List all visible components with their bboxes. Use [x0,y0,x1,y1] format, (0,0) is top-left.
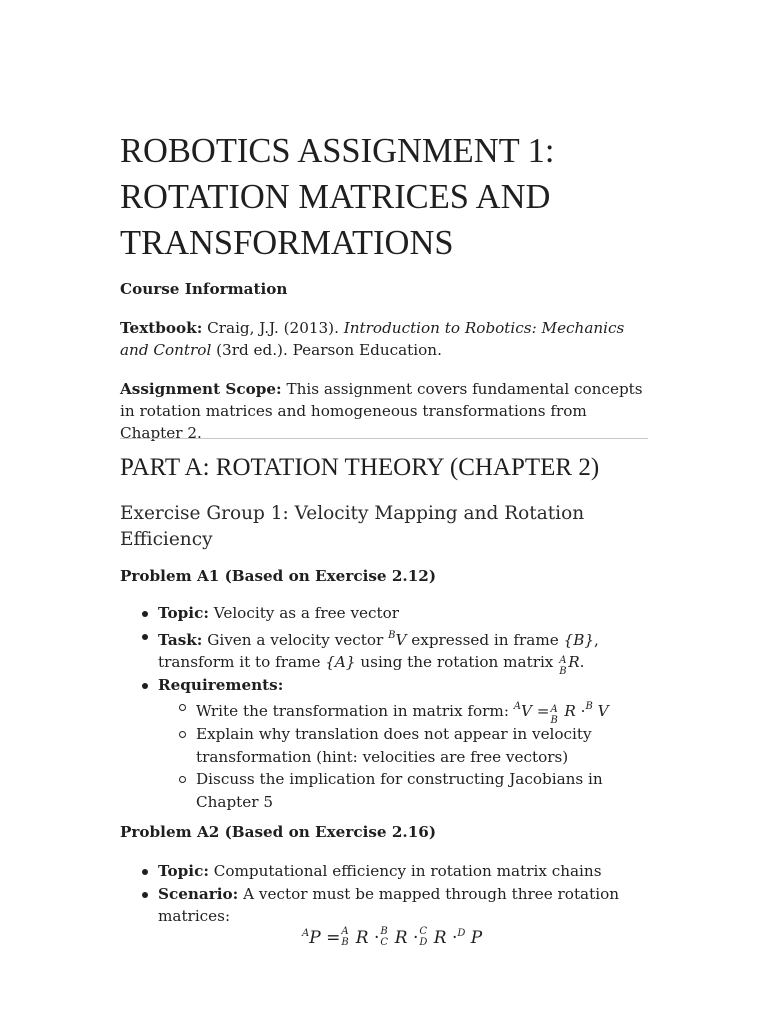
problem-a1-heading [120,565,650,587]
topic-label: Topic: [158,862,209,880]
list-item [120,768,650,813]
textbook-paragraph [120,317,650,361]
scope-paragraph [120,378,650,444]
requirements-list [120,696,650,813]
scope-label: Assignment Scope: [120,380,282,398]
math-frame-a: {A} [325,653,356,672]
problem-a2-heading [120,821,650,843]
math-chain-equation: $^A$P = A B R · B C R · C D R ·$^D$ P [302,926,483,948]
list-item [120,674,650,814]
textbook-pre: Craig, J.J. (2013). [207,319,339,337]
list-item [120,696,650,727]
page-title: ROBOTICS ASSIGNMENT 1: ROTATION MATRICES AND TRANSFORMATIONS [120,132,555,262]
task-text-4: transform it to frame [158,653,321,672]
task-text-2: expressed in frame [411,630,559,649]
math-velocity-equation: $^A$V = A B R ·$^B$ V [513,701,609,727]
task-text-1: Given a velocity vector [207,630,384,649]
course-info-heading-text: Course Information [120,280,288,298]
exercise-group-heading: Exercise Group 1: Velocity Mapping and Rotation Efficiency [120,503,585,550]
requirements-label: Requirements: [158,675,284,694]
problem-a1-list [120,602,650,813]
textbook-post: (3rd ed.). Pearson Education. [216,341,442,359]
textbook-label: Textbook: [120,319,203,337]
topic-text: Computational efficiency in rotation matrix chains [213,862,602,880]
list-item [120,860,650,883]
math-rotation-ab: A B R [559,653,580,678]
scenario-text: A vector must be mapped through three rotation matrices: [158,884,619,926]
task-text-6: . [579,653,585,672]
section-divider [120,438,648,439]
problem-a2-heading-text: Problem A2 (Based on Exercise 2.16) [120,823,437,841]
problem-a2-list [120,860,650,928]
requirement-2-text: Explain why translation does not appear in velocity transformation (hint: velocities are free vectors) [196,724,592,766]
math-frame-b: {B} [563,630,595,649]
textbook-title: Introduction to Robotics: Mechanics and Control [120,319,625,359]
math-bv: $^B$V [388,629,407,649]
list-item [120,602,650,625]
task-text-3: , [594,630,599,649]
list-item [120,723,650,768]
scope-text: This assignment covers fundamental concepts in rotation matrices and homogeneous transformations from Chapter 2. [120,380,643,442]
task-text-5: using the rotation matrix [360,653,554,672]
list-item [120,625,650,678]
course-info-heading [120,278,650,300]
requirement-3-text: Discuss the implication for constructing Jacobians in Chapter 5 [196,770,603,811]
topic-label: Topic: [158,604,209,622]
scenario-label: Scenario: [158,884,239,903]
topic-text: Velocity as a free vector [213,604,400,622]
part-a-heading: PART A: ROTATION THEORY (CHAPTER 2) [120,454,600,481]
requirement-1-text: Write the transformation in matrix form: [196,702,509,721]
problem-a1-heading-text: Problem A1 (Based on Exercise 2.12) [120,567,437,585]
list-item [120,883,650,928]
task-label: Task: [158,630,203,649]
